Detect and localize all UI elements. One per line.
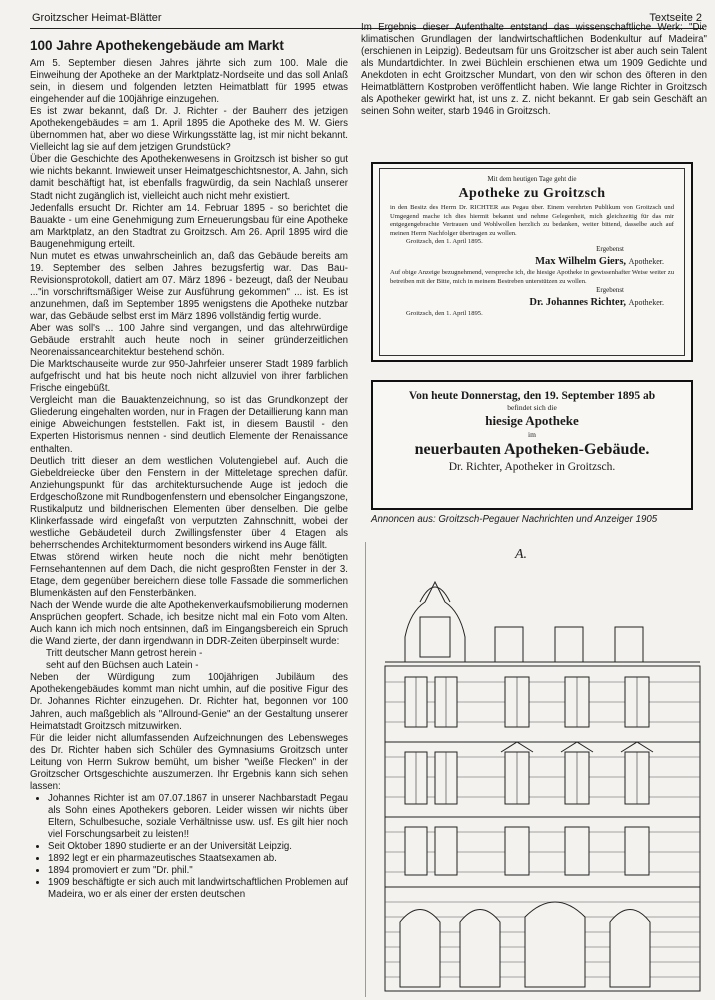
paragraph: Die Marktschauseite wurde zur 950-Jahrfeier unserer Stadt 1989 farblich aufgefrischt und hat bis heute noch nicht allzuviel von ihrer farblichen Frische eingebüßt.	[30, 359, 348, 395]
paragraph: Vergleicht man die Bauaktenzeichnung, so ist das Grundkonzept der Gliederung eingehalten worden, nur in Fragen der Detaillierung kann man einige Abweichungen feststellen. Fakt ist, in diesem Baustil - den Experten Historismus nennen - sind deutlich Elemente der Renaissance enthalten.	[30, 395, 348, 455]
paragraph: Am 5. September diesen Jahres jährte sich zum 100. Male die Einweihung der Apotheke an der Marktplatz-Nordseite und das soll Anlaß sein, in diesem und folgenden letzten Heimatblatt für 1995 etwas eingehender auf die 100jährige einzugehen.	[30, 58, 348, 106]
announcement-new-building	[371, 380, 693, 510]
ad-owner-line: Dr. Richter, Apotheker in Groitzsch.	[448, 461, 616, 473]
drawing-signature: A.	[515, 547, 528, 562]
list-item: • Seit Oktober 1890 studierte er an der Universität Leipzig.	[48, 841, 348, 853]
ad-headline: Apotheke zu Groitzsch	[458, 186, 606, 201]
list-item: • Johannes Richter ist am 07.07.1867 in unserer Nachbarstadt Pegau als Sohn eines Apothekers geboren. Leider wissen wir nichts über Eltern, Schulbesuche, soziale Verhältnisse usw. usf. Es gilt hier noch viel Forschungsarbeit zu leisten!!	[48, 793, 348, 841]
list-item: • 1892 legt er ein pharmazeutisches Staatsexamen ab.	[48, 853, 348, 865]
ad-place-date: Groitzsch, den 1. April 1895.	[406, 238, 483, 245]
page-label: Textseite 2	[649, 12, 702, 24]
left-column	[30, 38, 348, 998]
ad-small-line: im	[528, 430, 536, 439]
paragraph: Jedenfalls ersucht Dr. Richter am 14. Februar 1895 - so berichtet die Bauakte - um eine Genehmigung zum Erneuerungsbau für eine Apotheke am Marktplatz, an den Stadtrat zu Groitzsch. Am 26. April 1895 wird die Baugenehmigung erteilt.	[30, 202, 348, 250]
ad-signature: Dr. Johannes Richter, Apotheker.	[529, 297, 664, 308]
paragraph: Nun mutet es etwas unwahrscheinlich an, daß das Gebäude bereits am 19. September des selben Jahres bezugsfertig war. Das Bau-Revisionsprotokoll, datiert am 07. März 1896 - bezeugt, daß der Neubau ..."in vorschriftsmäßiger Weise zur Ausführung gekommen" ... ist. Es ist anzunehmen, daß im September 1895 wenigstens die Apotheke nutzbar war, das Gebäude selbst erst im März 1896 vollständig fertig wurde.	[30, 250, 348, 322]
series-title: Groitzscher Heimat-Blätter	[32, 12, 162, 24]
list-item: • 1894 promoviert er zum "Dr. phil."	[48, 865, 348, 877]
ad-date-line: Von heute Donnerstag, den 19. September 1895 ab	[408, 390, 656, 402]
announcement-frame	[379, 168, 685, 356]
paragraph: Deutlich tritt dieser an dem westlichen Volutengiebel auf. Auch die Giebeldreiecke über den Fenstern in der Mitteletage sprechen dafür. Anziehungspunkt für das architektursuchende Auge ist jedoch die Erdgeschoßzone mit Rundbogenfenstern und ebensolcher Eingangszone, Rustikalputz und bildnerischen Elementen über denselben. Die gelbe Klinkerfassade wird eingefaßt von verputzten Zahnschnitt, wobei der westliche Gebäudeteil durch Zwillingsfenster über 4 Etagen als beherrschendes Architekturmoment besonders wirkend ins Auge fällt.	[30, 455, 348, 551]
paragraph: Neben der Würdigung zum 100jährigen Jubiläum des Apothekengebäudes kommt man nicht umhin, auf die positive Figur des Dr. Johannes Richter einzugehen. Dr. Richter hat, begonnen vor 100 Jahren, auch maßgeblich als "Allround-Genie" an der Gestaltung unserer Heimatstadt Groitzsch mitzuwirken.	[30, 672, 348, 732]
ad-intro-line: Mit dem heutigen Tage geht die	[487, 175, 577, 183]
building-facade-drawing-icon	[365, 542, 705, 997]
article-title: 100 Jahre Apothekengebäude am Markt	[30, 38, 284, 53]
ad-place-date: Groitzsch, den 1. April 1895.	[406, 310, 483, 317]
ad-pharmacy-line: hiesige Apotheke	[485, 413, 579, 428]
ad-closing: Ergebenst	[596, 286, 624, 294]
ads-caption: Annoncen aus: Groitzsch-Pegauer Nachrichten und Anzeiger 1905	[371, 514, 658, 525]
continuation-text: Im Ergebnis dieser Aufenthalte entstand das wissenschaftliche Werk: "Die klimatischen Grundlagen der landwirtschaftlichen Bodenkultur auf Madeira" (erschienen in Leipzig). Bedeutsam für uns Groitzscher ist aber auch sein Talent als Mundartdichter. In zwei Büchlein erschienen etwa um 1909 Gedichte und Anekdoten in echt Groitzscher Mundart, von den wir schon des öfteren in den Heimatblättern Kostproben veröffentlicht haben. Wie lange Richter in Groitzsch als Apotheker gewirkt hat, ist uns z. Z. nicht bekannt. Er gab sein Geschäft an seinen Sohn weiter, starb 1946 in Groitzsch.	[361, 22, 707, 118]
announcement-giers-richter	[371, 162, 693, 362]
ad-closing: Ergebenst	[596, 245, 624, 253]
ad-paragraph: in den Besitz des Herrn Dr. RICHTER aus Pegau über. Einem verehrten Publikum von Groitzsch und Umgegend mache ich dies hiermit bekannt und nehme Gelegenheit, mich gleichzeitig für das mir entgegengebrachte Vertrauen und Wohlwollen herzlich zu bedanken, weiter bittend, dasselbe auch auf meinen Herrn Nachfolger übertragen zu wollen.	[390, 204, 674, 237]
ad-building-line: neuerbauten Apotheken-Gebäude.	[414, 441, 650, 458]
paragraph: Aber was soll's ... 100 Jahre sind vergangen, und das altehrwürdige Gebäude erstrahlt auch heute noch in seiner gründerzeitlichen Neorenaissancearchitektur bestehend schön.	[30, 323, 348, 359]
list-item: • 1909 beschäftigte er sich auch mit landwirtschaftlichen Problemen auf Madeira, wo er als einer der ersten deutschen	[48, 877, 348, 901]
ad-small-line: befindet sich die	[507, 403, 557, 412]
facts-list	[30, 793, 348, 901]
verse-line: seht auf den Büchsen auch Latein -	[46, 660, 199, 672]
ad-paragraph: Auf obige Anzeige bezugnehmend, verspreche ich, die hiesige Apotheke in gewissenhafter Weise weiter zu betreiben mit der Bitte, mich in meinem Bestreben unterstützen zu wollen.	[390, 269, 674, 285]
right-column	[361, 22, 707, 997]
paragraph: Über die Geschichte des Apothekenwesens in Groitzsch ist bisher so gut wie nichts bekannt. Inwieweit unser Heimatgeschichtsnestor, A. Jahn, sich damit beschäftigt hat, ist ebenfalls fragwürdig, da sein Nachlaß unserer Stadt nicht zugänglich ist, vielleicht auch nicht mehr existiert.	[30, 154, 348, 202]
ad-signature: Max Wilhelm Giers, Apotheker.	[535, 256, 664, 267]
paragraph: Es ist zwar bekannt, daß Dr. J. Richter - der Bauherr des jetzigen Apothekengebäudes = am 1. April 1895 die Apotheke des M. W. Giers übernommen hat, aber wo diese Wirkungsstätte lag, ist mir nicht bekannt. Vielleicht lag sie auf dem jetzigen Grundstück?	[30, 106, 348, 154]
paragraph: Nach der Wende wurde die alte Apothekenverkaufsmobilierung modernen Ansprüchen geopfert. Schade, ich besitze nicht mal ein Foto vom Alten. Auch kann ich mich noch entsinnen, daß im Eingangsbereich ein Spruch die Wand zierte, der dann irgendwann in DDR-Zeiten überpinselt wurde:	[30, 600, 348, 648]
paragraph: Etwas störend wirken heute noch die nicht mehr benötigten Fernsehantennen auf dem Dach, die nicht gesproßten Fenster in der 3. Etage, dem gegenüber bereichern diese tolle Fassade die sommerlichen Blumenkästen auf den Fensterbänken.	[30, 551, 348, 600]
paragraph: Für die leider nicht allumfassenden Aufzeichnungen des Lebensweges des Dr. Richter haben sich Schüler des Gymnasiums Groitzsch unter Leitung von Herrn Sukrow bemüht, um bisher "weiße Flecken" in der Groitzscher Ortsgeschichte auszumerzen. Ihr Ergebnis kann sich sehen lassen:	[30, 732, 348, 792]
verse-line: Tritt deutscher Mann getrost herein -	[46, 648, 203, 660]
